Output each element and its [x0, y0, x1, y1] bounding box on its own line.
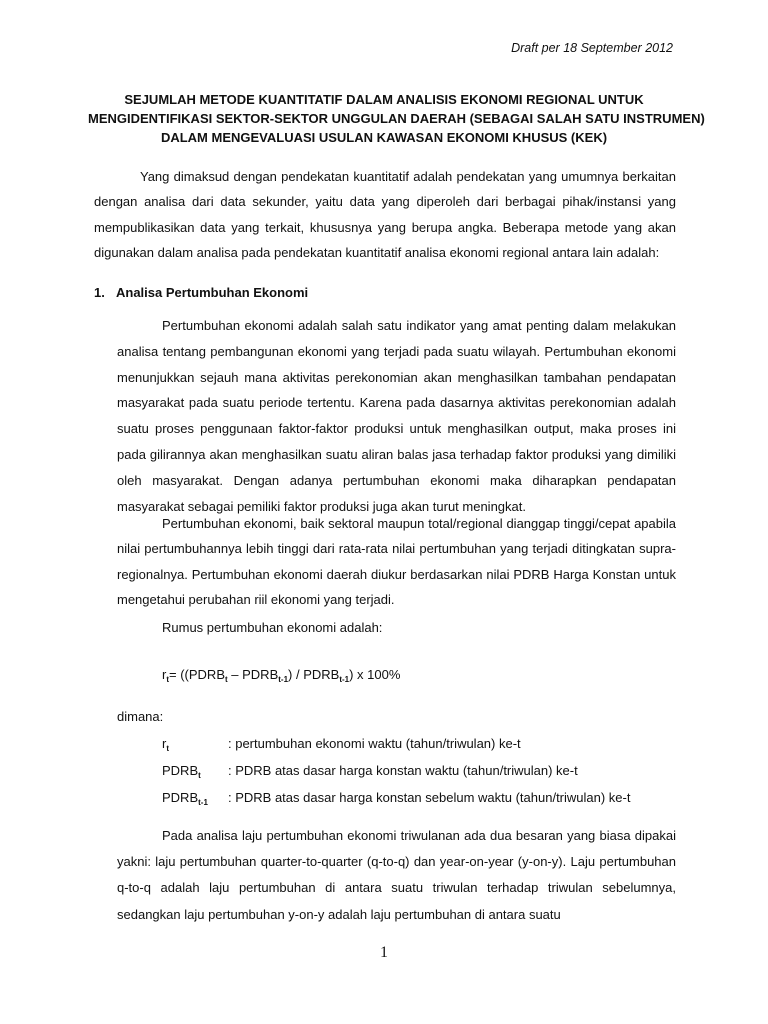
- draft-date-header: Draft per 18 September 2012: [511, 41, 673, 55]
- title-line-3: DALAM MENGEVALUASI USULAN KAWASAN EKONOMI KHUSUS (KEK): [160, 130, 608, 145]
- title-line-2: MENGIDENTIFIKASI SEKTOR-SEKTOR UNGGULAN DAERAH (SEBAGAI SALAH SATU INSTRUMEN): [88, 111, 705, 126]
- formula-open: = ((PDRB: [169, 667, 225, 682]
- formula-minus: – PDRB: [227, 667, 279, 682]
- paragraph-quarterly-growth: Pada analisa laju pertumbuhan ekonomi triwulanan ada dua besaran yang biasa dipakai yakni: laju pertumbuhan quarter-to-quarter (q-to-q) dan year-on-year (y-on-y). Laju pertumbuhan q-to-q adalah laju pertumbuhan di antara suatu triwulan terhadap triwulan sebelumnya, sedangkan laju pertumbuhan y-on-y adalah laju pertumbuhan di antara suatu: [117, 828, 676, 922]
- document-title: [88, 90, 705, 147]
- formula-divide: ) / PDRB: [288, 667, 340, 682]
- definition-term: $PDRB_{t-1}$: [162, 790, 208, 807]
- definition-desc: : PDRB atas dasar harga konstan waktu (tahun/triwulan) ke-t: [228, 763, 578, 778]
- growth-formula: [162, 667, 400, 684]
- definition-term: $r_t$: [162, 736, 170, 753]
- formula-label: Rumus pertumbuhan ekonomi adalah:: [162, 620, 383, 635]
- formula-pdrb-t-subscript: t: [225, 675, 228, 684]
- formula-close: ) x 100%: [349, 667, 401, 682]
- section-number: 1.: [94, 285, 105, 300]
- section-title: Analisa Pertumbuhan Ekonomi: [116, 285, 309, 300]
- formula-r: r: [162, 667, 167, 682]
- paragraph-growth-definition: Pertumbuhan ekonomi adalah salah satu indikator yang amat penting dalam melakukan analisa tentang pembangunan ekonomi yang terjadi pada suatu wilayah. Pertumbuhan ekonomi menunjukkan sejauh mana aktivitas perekonomian akan menghasilkan tambahan pendapatan masyarakat pada suatu periode tertentu. Karena pada dasarnya aktivitas perekonomian adalah suatu proses penggunaan faktor-faktor produksi untuk menghasilkan output, maka proses ini pada gilirannya akan menghasilkan suatu aliran balas jasa terhadap faktor produksi yang dimiliki oleh masyarakat. Dengan adanya pertumbuhan ekonomi maka diharapkan pendapatan masyarakat sebagai pemiliki faktor produksi juga akan turut meningkat.: [117, 318, 676, 514]
- paragraph-growth-measure: Pertumbuhan ekonomi, baik sektoral maupun total/regional dianggap tinggi/cepat apabila nilai pertumbuhannya lebih tinggi dari rata-rata nilai pertumbuhan yang terjadi ditingkatan supra-regionalnya. Pertumbuhan ekonomi daerah diukur berdasarkan nilai PDRB Harga Konstan untuk mengetahui perubahan riil ekonomi yang terjadi.: [117, 516, 676, 607]
- formula-pdrb-t1-subscript: t-1: [278, 675, 289, 684]
- formula-r-subscript: t: [166, 675, 170, 684]
- definition-row: [162, 736, 630, 763]
- where-label: dimana:: [117, 709, 164, 724]
- section-heading: [94, 285, 308, 300]
- definition-row: [162, 763, 630, 790]
- definition-term: $PDRB_t$: [162, 763, 201, 780]
- title-line-1: SEJUMLAH METODE KUANTITATIF DALAM ANALISIS EKONOMI REGIONAL UNTUK: [124, 92, 644, 107]
- definition-row: [162, 790, 630, 817]
- intro-paragraph: Yang dimaksud dengan pendekatan kuantitatif adalah pendekatan yang umumnya berkaitan dengan analisa dari data sekunder, yaitu data yang diperoleh dari berbagai pihak/instansi yang mempublikasikan data yang terkait, khususnya yang berupa angka. Beberapa metode yang akan digunakan dalam analisa pada pendekatan kuantitatif analisa ekonomi regional antara lain adalah:: [94, 169, 676, 260]
- page-number: 1: [380, 944, 388, 961]
- definition-desc: : pertumbuhan ekonomi waktu (tahun/triwulan) ke-t: [228, 736, 521, 751]
- formula-pdrb-t1-denominator-subscript: t-1: [339, 675, 350, 684]
- definitions-list: [162, 736, 630, 817]
- definition-desc: : PDRB atas dasar harga konstan sebelum waktu (tahun/triwulan) ke-t: [228, 790, 631, 805]
